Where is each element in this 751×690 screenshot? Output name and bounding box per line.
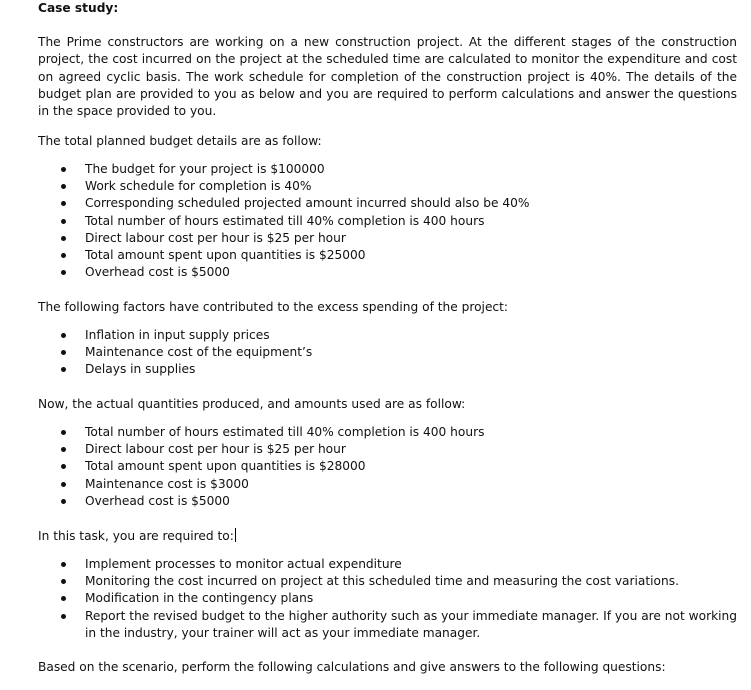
task-lead: In this task, you are required to: bbox=[38, 529, 234, 543]
bullet-icon bbox=[61, 614, 66, 619]
actual-lead: Now, the actual quantities produced, and amounts used are as follow: bbox=[38, 397, 466, 411]
actual-list bbox=[61, 424, 737, 510]
bullet-icon bbox=[61, 579, 66, 584]
list-item: Monitoring the cost incurred on project at this scheduled time and measuring the cost variations. bbox=[61, 573, 737, 590]
factors-list bbox=[61, 327, 737, 379]
list-item: Report the revised budget to the higher authority such as your immediate manager. If you are not working in the industry, your trainer will act as your immediate manager. bbox=[61, 608, 737, 642]
list-item: The budget for your project is $100000 bbox=[61, 161, 737, 178]
list-item: Total amount spent upon quantities is $28000 bbox=[61, 458, 737, 475]
list-item: Total amount spent upon quantities is $25000 bbox=[61, 247, 737, 264]
bullet-icon bbox=[61, 596, 66, 601]
list-item: Direct labour cost per hour is $25 per hour bbox=[61, 441, 737, 458]
list-item: Delays in supplies bbox=[61, 361, 737, 378]
bullet-icon bbox=[61, 219, 66, 224]
text-cursor bbox=[235, 528, 236, 542]
bullet-icon bbox=[61, 201, 66, 206]
list-item: Modification in the contingency plans bbox=[61, 590, 737, 607]
bullet-icon bbox=[61, 482, 66, 487]
list-item: Implement processes to monitor actual expenditure bbox=[61, 556, 737, 573]
list-item: Overhead cost is $5000 bbox=[61, 264, 737, 281]
list-item: Maintenance cost is $3000 bbox=[61, 476, 737, 493]
bullet-icon bbox=[61, 350, 66, 355]
budget-list bbox=[61, 161, 737, 281]
budget-lead: The total planned budget details are as follow: bbox=[38, 134, 322, 148]
list-item: Work schedule for completion is 40% bbox=[61, 178, 737, 195]
list-item: Inflation in input supply prices bbox=[61, 327, 737, 344]
bullet-icon bbox=[61, 167, 66, 172]
bullet-icon bbox=[61, 236, 66, 241]
list-item: Maintenance cost of the equipment’s bbox=[61, 344, 737, 361]
task-lead-line bbox=[38, 528, 236, 545]
bullet-icon bbox=[61, 562, 66, 567]
bullet-icon bbox=[61, 253, 66, 258]
bullet-icon bbox=[61, 499, 66, 504]
list-item: Total number of hours estimated till 40% completion is 400 hours bbox=[61, 424, 737, 441]
factors-lead: The following factors have contributed to the excess spending of the project: bbox=[38, 300, 509, 314]
bullet-icon bbox=[61, 367, 66, 372]
bullet-icon bbox=[61, 430, 66, 435]
list-item: Overhead cost is $5000 bbox=[61, 493, 737, 510]
closing-line: Based on the scenario, perform the following calculations and give answers to the following questions: bbox=[38, 660, 666, 674]
bullet-icon bbox=[61, 447, 66, 452]
case-study-heading: Case study: bbox=[38, 1, 119, 15]
bullet-icon bbox=[61, 184, 66, 189]
bullet-icon bbox=[61, 464, 66, 469]
bullet-icon bbox=[61, 270, 66, 275]
list-item: Corresponding scheduled projected amount incurred should also be 40% bbox=[61, 195, 737, 212]
intro-paragraph: The Prime constructors are working on a new construction project. At the different stages of the construction project, the cost incurred on the project at the scheduled time are calculated to monitor the expenditure and cost on agreed cyclic basis. The work schedule for completion of the construction project is 40%. The details of the budget plan are provided to you as below and you are required to perform calculations and answer the questions in the space provided to you. bbox=[38, 35, 737, 119]
list-item: Direct labour cost per hour is $25 per hour bbox=[61, 230, 737, 247]
list-item: Total number of hours estimated till 40% completion is 400 hours bbox=[61, 213, 737, 230]
task-list bbox=[61, 556, 737, 642]
bullet-icon bbox=[61, 333, 66, 338]
